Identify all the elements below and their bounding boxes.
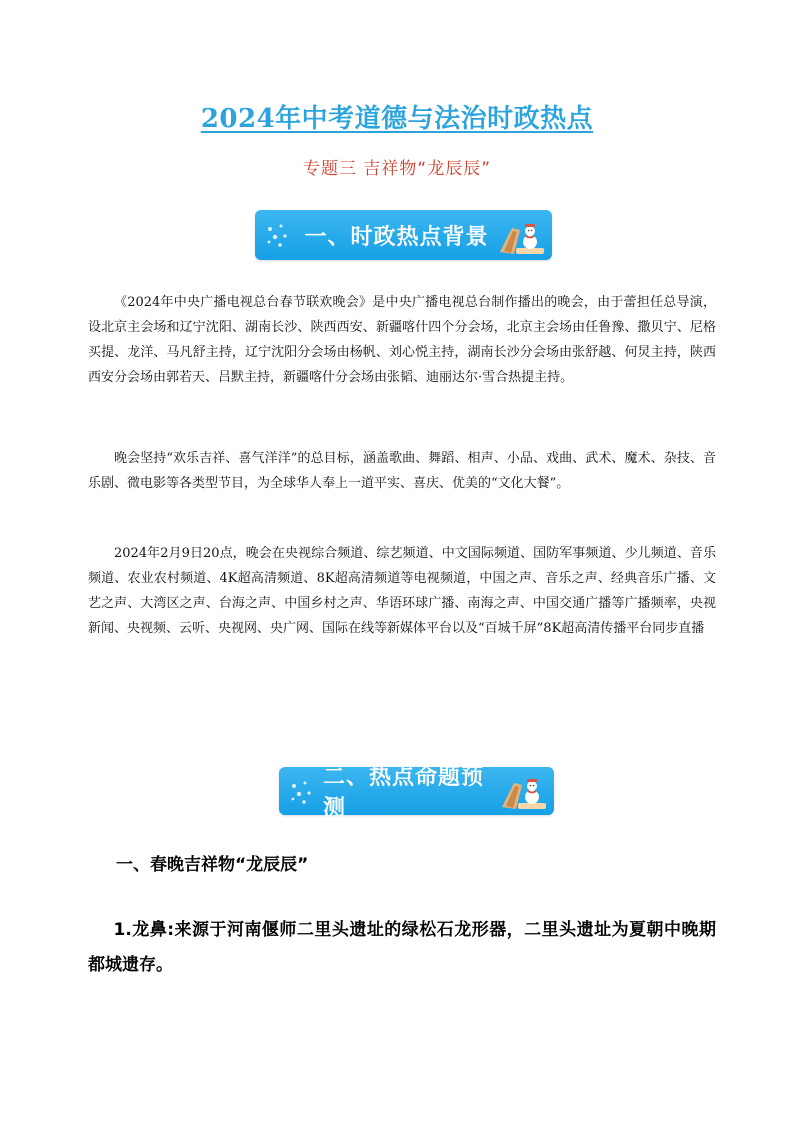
section-banner-background <box>255 210 552 260</box>
banner-label: 一、时政热点背景 <box>304 224 489 250</box>
paragraph: 2024年2月9日20点，晚会在央视综合频道、综艺频道、中文国际频道、国防军事频道、少儿频道、音乐频道、农业农村频道、4K超高清频道、8K超高清频道等电视频道，中国之声、音乐之声、经典音乐广播、文艺之声、大湾区之声、台海之声、中国乡村之声、华语环球广播、南海之声、中国交通广播等广播频率，央视新闻、央视频、云听、央视网、央广网、国际在线等新媒体平台以及“百城千屏”8K超高清传播平台同步直播 <box>88 546 716 636</box>
snowman-books-icon <box>498 218 546 256</box>
snowflake-stars-icon <box>263 220 293 250</box>
point-heading: 1.龙鼻:来源于河南偃师二里头遗址的绿松石龙形器，二里头遗址为夏朝中晚期都城遗存。 <box>88 920 716 975</box>
page-subtitle: 专题三 吉祥物“龙辰辰” <box>302 159 492 179</box>
section-banner-background <box>279 765 554 821</box>
section-heading: 一、春晚吉祥物“龙辰辰” <box>116 855 309 875</box>
paragraph: 《2024年中央广播电视总台春节联欢晚会》是中央广播电视总台制作播出的晚会，由于蕾担任总导演，设北京主会场和辽宁沈阳、湖南长沙、陕西西安、新疆喀什四个分会场，北京主会场由任鲁豫、撒贝宁、尼格买提、龙洋、马凡舒主持，辽宁沈阳分会场由杨帆、刘心悦主持，湖南长沙分会场由张舒越、何炅主持，陕西西安分会场由郭若天、吕默主持，新疆喀什分会场由张韬、迪丽达尔·雪合热提主持。 <box>88 295 716 385</box>
snowman-books-icon <box>500 773 548 811</box>
paragraph: 晚会坚持“欢乐吉祥、喜气洋洋”的总目标，涵盖歌曲、舞蹈、相声、小品、戏曲、武术、魔术、杂技、音乐剧、微电影等各类型节目，为全球华人奉上一道平实、喜庆、优美的“文化大餐”。 <box>88 451 716 491</box>
snowflake-stars-icon <box>287 777 317 807</box>
page-title: 2024年中考道德与法治时政热点 <box>200 104 594 134</box>
banner-label: 二、热点命题预测 <box>323 765 485 821</box>
